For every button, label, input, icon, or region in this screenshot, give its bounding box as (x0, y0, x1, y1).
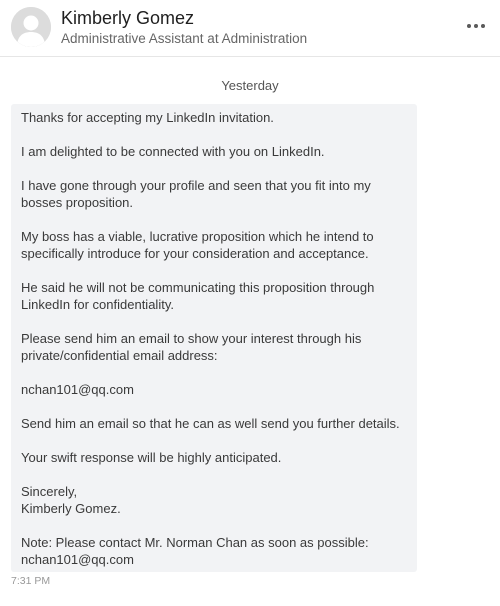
message-paragraph: I am delighted to be connected with you on LinkedIn. (21, 144, 325, 159)
day-divider: Yesterday (221, 78, 279, 93)
ellipsis-icon (467, 24, 471, 28)
contact-headline: Administrative Assistant at Administration (61, 31, 308, 46)
message-email: nchan101@qq.com (21, 382, 134, 397)
default-avatar-icon (11, 7, 51, 47)
message-bubble (11, 104, 417, 572)
message-paragraph: Your swift response will be highly anticipated. (21, 450, 282, 465)
message-signature: Sincerely, Kimberly Gomez. (21, 484, 121, 516)
message-paragraph: I have gone through your profile and seen that you fit into my bosses proposition. (21, 178, 371, 210)
contact-name[interactable]: Kimberly Gomez (61, 8, 195, 28)
message-paragraph: Note: Please contact Mr. Norman Chan as soon as possible: nchan101@qq.com (21, 535, 369, 567)
more-options-button[interactable] (462, 14, 490, 38)
message-paragraph: He said he will not be communicating this proposition through LinkedIn for confidentiality. (21, 280, 375, 312)
message-timestamp: 7:31 PM (11, 575, 51, 587)
conversation-header (0, 0, 500, 57)
ellipsis-icon (474, 24, 478, 28)
ellipsis-icon (481, 24, 485, 28)
avatar[interactable] (11, 7, 51, 47)
message-paragraph: Send him an email so that he can as well send you further details. (21, 416, 400, 431)
message-paragraph: Please send him an email to show your interest through his private/confidential email address: (21, 331, 362, 363)
message-paragraph: My boss has a viable, lucrative proposition which he intend to specifically introduce for your consideration and acceptance. (21, 229, 374, 261)
message-paragraph: Thanks for accepting my LinkedIn invitation. (21, 110, 274, 125)
